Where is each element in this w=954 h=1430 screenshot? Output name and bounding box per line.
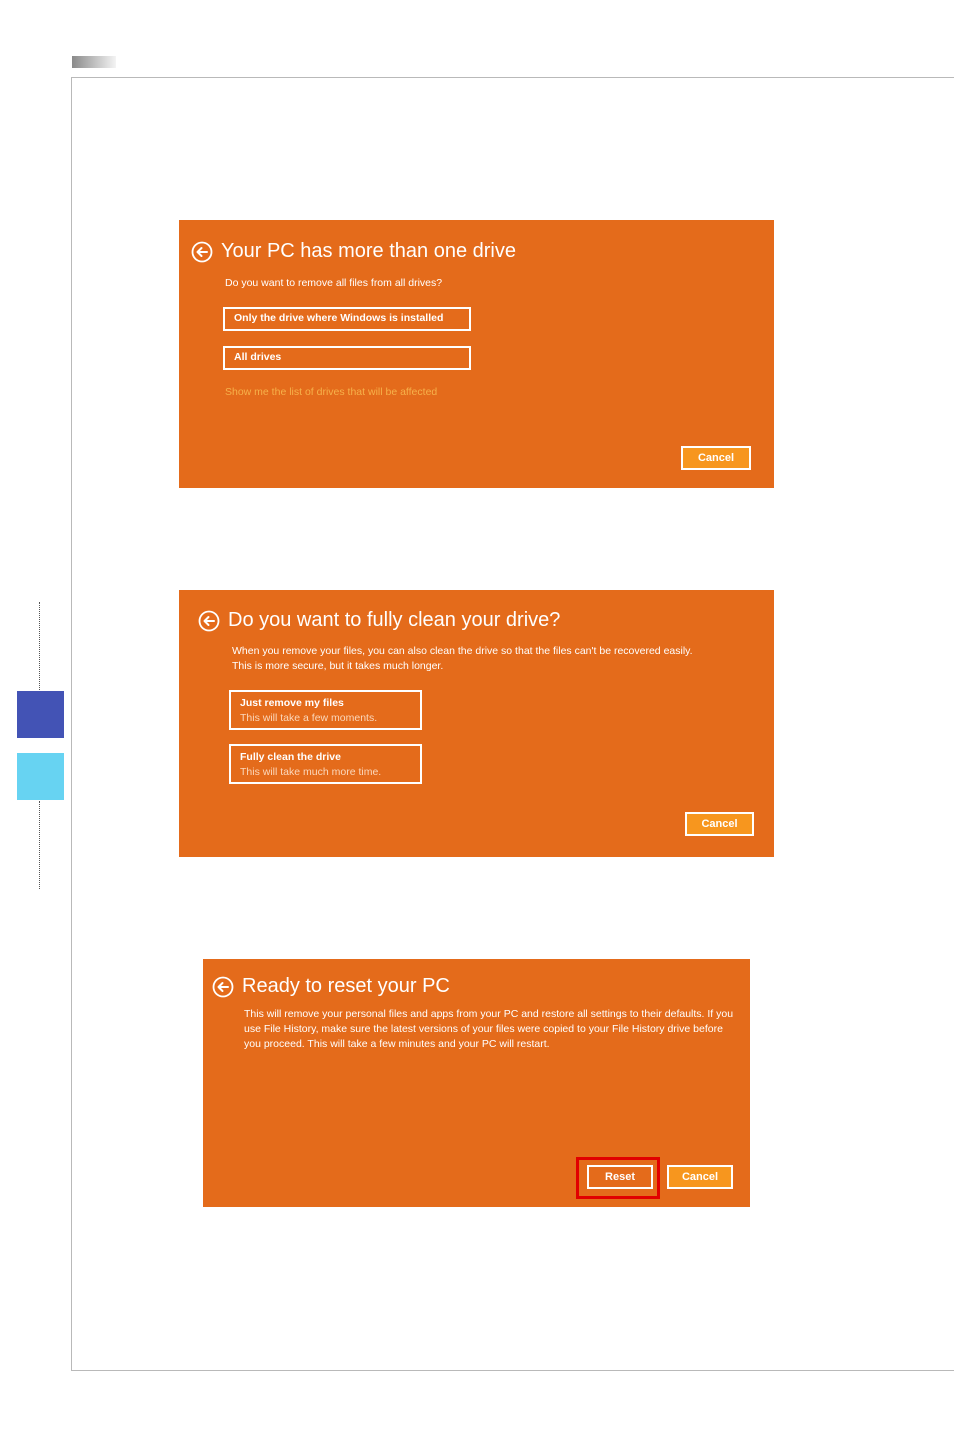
dialog-body: This will remove your personal files and apps from your PC and restore all settings to their defaults. If you use File History, make sure the latest versions of your files were copied to your File History drive before you proceed. This will take a few minutes and your PC will restart. <box>244 1008 734 1050</box>
dialog-title-row <box>191 240 516 263</box>
fully-clean-drive-button[interactable] <box>229 744 422 784</box>
option-detail: This will take a few moments. <box>240 712 378 724</box>
back-arrow-icon[interactable] <box>198 610 220 632</box>
side-tab-dark <box>17 691 64 738</box>
side-dotted-line-lower <box>39 801 40 889</box>
back-arrow-icon[interactable] <box>191 241 213 263</box>
side-tab-light <box>17 753 64 800</box>
cancel-button[interactable]: Cancel <box>667 1165 733 1189</box>
dialog-ready-to-reset <box>203 959 750 1207</box>
cancel-button[interactable]: Cancel <box>681 446 751 470</box>
dialog-multiple-drives <box>179 220 774 488</box>
only-windows-drive-button[interactable] <box>223 307 471 331</box>
cancel-button[interactable]: Cancel <box>685 812 754 836</box>
side-dotted-line-upper <box>39 602 40 690</box>
frame-left-line <box>71 77 72 1371</box>
option-label: Fully clean the drive <box>240 751 341 763</box>
show-drives-link[interactable]: Show me the list of drives that will be affected <box>225 386 438 398</box>
dialog-title: Your PC has more than one drive <box>221 240 516 262</box>
reset-button[interactable]: Reset <box>587 1165 653 1189</box>
header-gradient-bar <box>72 56 116 68</box>
dialog-body <box>232 644 762 674</box>
option-detail: This will take much more time. <box>240 766 382 778</box>
body-line-2: This is more secure, but it takes much longer. <box>232 660 444 672</box>
dialog-clean-drive <box>179 590 774 857</box>
frame-top-line <box>72 77 954 78</box>
dialog-title: Ready to reset your PC <box>242 975 450 997</box>
dialog-title-row <box>198 609 560 632</box>
option-label: Just remove my files <box>240 697 344 709</box>
frame-bottom-line <box>72 1370 954 1371</box>
dialog-title: Do you want to fully clean your drive? <box>228 609 561 631</box>
option-label: Only the drive where Windows is installed <box>234 312 444 324</box>
just-remove-files-button[interactable] <box>229 690 422 730</box>
all-drives-button[interactable] <box>223 346 471 370</box>
body-line-1: When you remove your files, you can also clean the drive so that the files can't be recovered easily. <box>232 645 693 657</box>
back-arrow-icon[interactable] <box>212 976 234 998</box>
dialog-title-row <box>212 975 450 998</box>
option-label: All drives <box>234 351 282 363</box>
dialog-subtitle: Do you want to remove all files from all drives? <box>225 277 443 289</box>
